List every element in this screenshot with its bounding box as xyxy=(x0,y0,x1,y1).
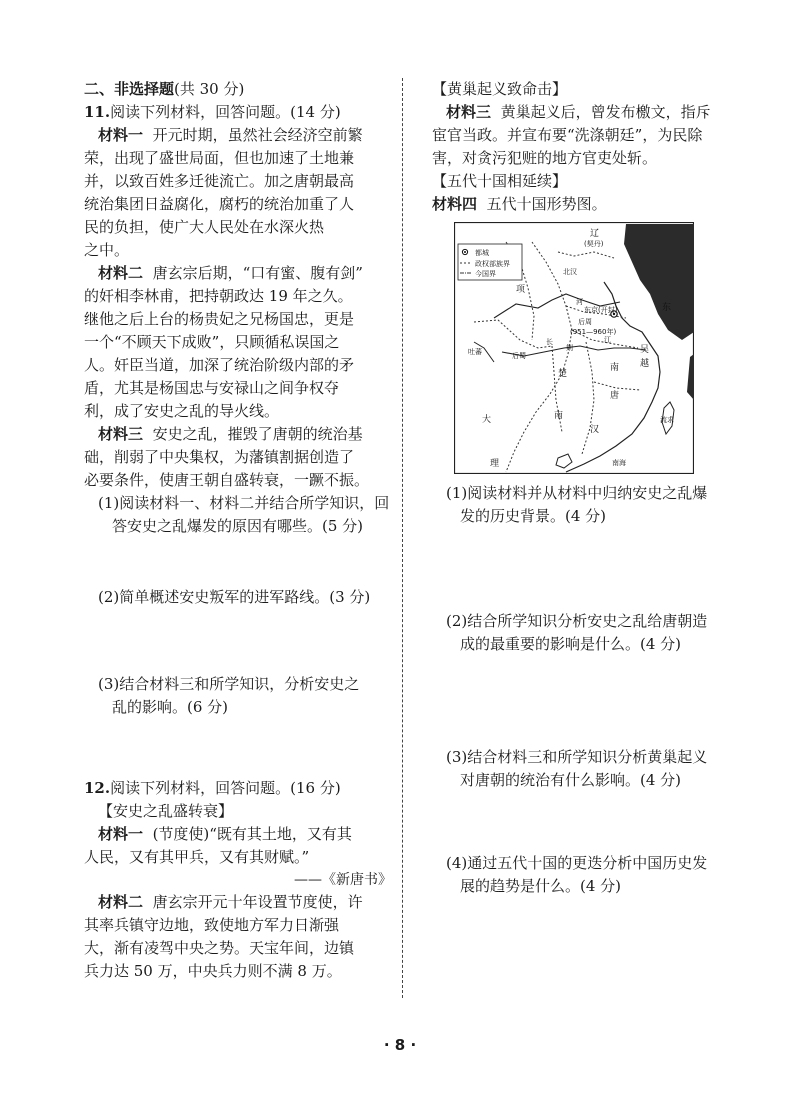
q11-m2-label: 材料二 xyxy=(98,264,144,282)
q12-sub3: (3)结合材料三和所学知识分析黄巢起义 xyxy=(446,748,708,766)
q12-heading-1: 【安史之乱盛转衰】 xyxy=(98,802,234,820)
answer-space[interactable] xyxy=(432,656,732,746)
label-yue: 越 xyxy=(640,359,650,369)
label-chang: 长 xyxy=(546,338,553,346)
q11-sub1: (1)阅读材料一、材料二并结合所学知识，回 xyxy=(98,494,390,512)
q12-prompt xyxy=(84,777,392,800)
label-sea: 海 xyxy=(676,361,686,371)
map-svg xyxy=(454,222,694,474)
q12-m1-line: (节度使)“既有其土地，又有其 xyxy=(152,825,352,843)
q11-material-1 xyxy=(84,124,392,147)
q11-m1-line: 之中。 xyxy=(84,241,130,259)
q11-m2-line: 唐玄宗后期，“口有蜜、腹有剑” xyxy=(152,264,363,282)
label-wu: 吴 xyxy=(640,345,650,355)
q12-sub2-cont: 成的最重要的影响是什么。(4 分) xyxy=(460,635,682,653)
label-dali-1: 大 xyxy=(482,415,492,425)
label-xiang: 项 xyxy=(516,285,526,295)
q11-m1-line: 并，以致百姓多迁徙流亡。加之唐朝最高 xyxy=(84,172,355,190)
five-dynasties-map xyxy=(454,222,694,474)
label-nanhan-1: 南 xyxy=(554,411,564,421)
left-column xyxy=(84,78,392,983)
section-heading xyxy=(84,78,392,101)
q12-m2-line: 其率兵镇守边地，致使地方军力日渐强 xyxy=(84,916,340,934)
q12-m2-line: 兵力达 50 万，中央兵力则不满 8 万。 xyxy=(84,962,342,980)
q12-m3-label: 材料三 xyxy=(446,103,492,121)
q12-prompt-text: 阅读下列材料，回答问题。(16 分) xyxy=(110,779,341,797)
q11-material-2 xyxy=(84,262,392,285)
label-nanhan-2: 汉 xyxy=(590,425,600,435)
page-number: · 8 · xyxy=(383,1036,417,1054)
label-qidan: (契丹) xyxy=(584,240,604,248)
section-title: 二、非选择题 xyxy=(84,80,175,98)
legend-boundary-label: 政权部族界 xyxy=(475,260,510,268)
label-dongjing: 东京(开封) xyxy=(584,306,618,314)
q11-m1-line: 民的负担，使广大人民处在水深火热 xyxy=(84,218,325,236)
q11-sub1-cont: 答安史之乱爆发的原因有哪些。(5 分) xyxy=(112,517,364,535)
q11-m1-line: 开元时期，虽然社会经济空前繁 xyxy=(152,126,363,144)
q12-sub1: (1)阅读材料并从材料中归纳安史之乱爆 xyxy=(446,484,708,502)
q12-material-2 xyxy=(84,891,392,914)
q12-sub4: (4)通过五代十国的更迭分析中国历史发 xyxy=(446,854,708,872)
label-nantang-2: 唐 xyxy=(610,391,620,401)
answer-space[interactable] xyxy=(432,792,732,852)
label-chu: 楚 xyxy=(558,369,568,379)
q12-number: 12. xyxy=(84,779,111,797)
q12-sub4-cont: 展的趋势是什么。(4 分) xyxy=(460,877,622,895)
label-liuqiu: 流求 xyxy=(660,416,674,424)
label-houshu: 后蜀 xyxy=(512,352,526,360)
label-nantang-1: 南 xyxy=(610,363,620,373)
q12-material-3 xyxy=(432,101,732,124)
q11-m1-line: 统治集团日益腐化，腐朽的统治加重了人 xyxy=(84,195,355,213)
label-tubo: 吐蕃 xyxy=(468,348,482,356)
q11-m3-line: 安史之乱，摧毁了唐朝的统治基 xyxy=(152,425,363,443)
q12-m1-line: 人民，又有其甲兵，又有其财赋。” xyxy=(84,848,310,866)
q12-m1-label: 材料一 xyxy=(98,825,144,843)
q11-material-3 xyxy=(84,423,392,446)
q11-m1-line: 荣，出现了盛世局面，但也加速了土地兼 xyxy=(84,149,355,167)
q12-heading-3: 【五代十国相延续】 xyxy=(432,172,568,190)
q11-m3-label: 材料三 xyxy=(98,425,144,443)
legend-capital-label: 都城 xyxy=(475,249,489,257)
q11-m2-line: 的奸相李林甫，把持朝政达 19 年之久。 xyxy=(84,287,353,305)
label-dali-2: 理 xyxy=(490,459,500,469)
q12-m3-line: 宦官当政。并宣布要“洗涤朝廷”，为民除 xyxy=(432,126,703,144)
legend-border-label: 今国界 xyxy=(475,270,496,278)
q11-m2-line: 人。奸臣当道，加深了统治阶级内部的矛 xyxy=(84,356,355,374)
label-east: 东 xyxy=(662,303,672,313)
column-divider xyxy=(402,78,403,998)
q11-m1-label: 材料一 xyxy=(98,126,144,144)
q12-m3-line: 黄巢起义后，曾发布檄文，指斥 xyxy=(500,103,711,121)
label-liao: 辽 xyxy=(590,229,600,239)
legend-capital-dot xyxy=(464,251,466,253)
answer-space[interactable] xyxy=(84,719,392,777)
q11-m2-line: 盾，尤其是杨国忠与安禄山之间争权夺 xyxy=(84,379,340,397)
answer-space[interactable] xyxy=(84,538,392,586)
label-beihan: 北汉 xyxy=(563,268,577,276)
q11-prompt-text: 阅读下列材料，回答问题。(14 分) xyxy=(110,103,341,121)
label-south-sea: 南海 xyxy=(612,459,626,467)
q12-m4-text: 五代十国形势图。 xyxy=(486,195,607,213)
q11-m3-line: 础，削弱了中央集权，为藩镇割据创造了 xyxy=(84,448,355,466)
q11-m3-line: 必要条件，使唐王朝自盛转衰，一蹶不振。 xyxy=(84,471,370,489)
right-column xyxy=(432,78,732,898)
q12-m4-label: 材料四 xyxy=(432,195,478,213)
label-houzhou: 后周 xyxy=(578,318,592,326)
q11-sub3-cont: 乱的影响。(6 分) xyxy=(112,698,229,716)
q12-m2-line: 唐玄宗开元十年设置节度使，许 xyxy=(152,893,363,911)
label-he: 河 xyxy=(576,298,583,306)
q12-m2-label: 材料二 xyxy=(98,893,144,911)
q12-sub3-cont: 对唐朝的统治有什么影响。(4 分) xyxy=(460,771,682,789)
q12-sub2: (2)结合所学知识分析安史之乱给唐朝造 xyxy=(446,612,708,630)
answer-space[interactable] xyxy=(432,528,732,610)
label-jing: 荆 xyxy=(566,344,573,352)
q12-material-1 xyxy=(84,823,392,846)
q12-sub1-cont: 发的历史背景。(4 分) xyxy=(460,507,607,525)
q11-m2-line: 继他之后上台的杨贵妃之兄杨国忠，更是 xyxy=(84,310,355,328)
q11-sub3: (3)结合材料三和所学知识，分析安史之 xyxy=(98,675,360,693)
q12-m2-line: 大，渐有凌驾中央之势。天宝年间，边镇 xyxy=(84,939,355,957)
q11-m2-line: 一个“不顾天下成败”，只顾循私误国之 xyxy=(84,333,340,351)
q12-m3-line: 害，对贪污犯赃的地方官吏处斩。 xyxy=(432,149,658,167)
section-score: (共 30 分) xyxy=(174,80,245,98)
label-years: (951—960年) xyxy=(570,328,617,336)
q11-number: 11. xyxy=(84,103,111,121)
q11-prompt xyxy=(84,101,392,124)
q12-m1-source: ——《新唐书》 xyxy=(294,872,392,888)
label-jiang: 江 xyxy=(604,336,611,344)
q12-heading-2: 【黄巢起义致命击】 xyxy=(432,80,568,98)
q11-m2-line: 利，成了安史之乱的导火线。 xyxy=(84,402,280,420)
q11-sub2: (2)简单概述安史叛军的进军路线。(3 分) xyxy=(98,588,371,606)
answer-space[interactable] xyxy=(84,609,392,673)
